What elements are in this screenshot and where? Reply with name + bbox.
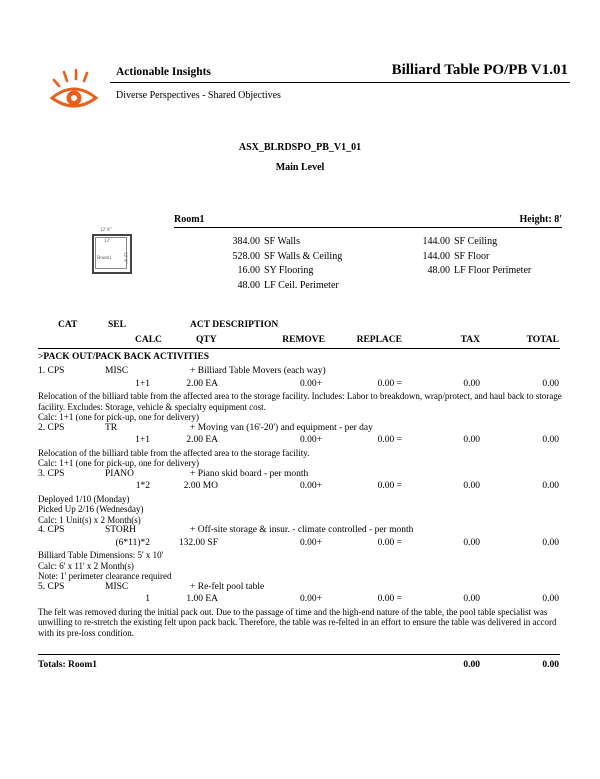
col-calc: CALC xyxy=(135,335,162,345)
sketch-side-dim: 12' 8" xyxy=(122,252,127,264)
item-note: Calc: 1+1 (one for pick-up, one for delivery) xyxy=(38,458,200,468)
item-calc: (6*11)*2 xyxy=(115,537,150,548)
item-note: Picked Up 2/16 (Wednesday) xyxy=(38,504,144,514)
item-total: 0.00 xyxy=(542,537,559,548)
item-total: 0.00 xyxy=(542,594,559,604)
item-description: + Moving van (16'-20') and equipment - per day xyxy=(190,422,373,433)
item-replace: 0.00 = xyxy=(377,435,402,445)
item-note: facility. Excludes: Storage, vehicle & specialty equipment cost. xyxy=(38,401,266,412)
room-name: Room1 xyxy=(174,214,205,225)
item-note: Note: 1' perimeter clearance required xyxy=(38,571,172,581)
totals-tax: 0.00 xyxy=(463,660,480,670)
col-sel: SEL xyxy=(108,320,126,330)
item-total: 0.00 xyxy=(542,481,559,491)
col-qty: QTY xyxy=(196,335,217,345)
item-calc: 1 xyxy=(145,594,150,604)
measure-value: 48.00 xyxy=(237,279,260,291)
item-replace: 0.00 = xyxy=(377,537,402,548)
item-replace: 0.00 = xyxy=(377,594,402,604)
col-tax: TAX xyxy=(460,335,480,345)
measure-value: 384.00 xyxy=(232,236,260,247)
item-replace: 0.00 = xyxy=(377,378,402,389)
estimate-level: Main Level xyxy=(275,162,325,173)
header-rule xyxy=(110,82,570,83)
item-remove: 0.00+ xyxy=(300,537,322,548)
item-calc: 1+1 xyxy=(135,435,150,445)
measure-label: SY Flooring xyxy=(264,265,314,276)
col-cat: CAT xyxy=(58,320,78,330)
room-rule xyxy=(174,227,562,228)
item-note: with its pre-loss condition. xyxy=(38,627,134,638)
totals-rule xyxy=(38,654,560,655)
item-qty: 132.00 SF xyxy=(178,537,218,548)
item-calc: 1+1 xyxy=(135,378,150,389)
eye-logo-icon xyxy=(46,66,102,116)
item-note: Calc: 1+1 (one for pick-up, one for delivery) xyxy=(38,412,200,422)
totals-label: Totals: Room1 xyxy=(38,660,98,670)
item-selector: PIANO xyxy=(105,468,135,479)
item-note: Relocation of the billiard table from the affected area to the storage facility. Includes: Labor to breakdown, wrap/protect, and haul back to storage xyxy=(38,391,562,401)
item-note: Billiard Table Dimensions: 5' x 10' xyxy=(38,550,164,560)
item-tax: 0.00 xyxy=(463,481,480,491)
item-number: 1. CPS xyxy=(38,366,65,376)
document-title: Billiard Table PO/PB V1.01 xyxy=(391,62,568,78)
col-act: ACT DESCRIPTION xyxy=(190,320,279,330)
item-tax: 0.00 xyxy=(463,537,480,548)
item-qty: 2.00 EA xyxy=(186,378,218,389)
measure-value: 48.00 xyxy=(427,265,450,276)
col-total: TOTAL xyxy=(526,335,559,345)
item-number: 5. CPS xyxy=(38,581,65,592)
item-selector: MISC xyxy=(105,581,129,592)
item-remove: 0.00+ xyxy=(300,481,322,491)
item-tax: 0.00 xyxy=(463,435,480,445)
item-total: 0.00 xyxy=(542,435,559,445)
item-selector: STORH xyxy=(105,525,136,535)
item-description: + Piano skid board - per month xyxy=(190,468,309,479)
item-tax: 0.00 xyxy=(463,594,480,604)
sketch-inner-dim: 12' xyxy=(104,239,110,244)
measure-label: SF Ceiling xyxy=(454,236,498,247)
item-note: unwilling to re-stretch the existing felt upon pack back. Therefore, the table was re-felted in an effort to ensure the table was delivered in accord xyxy=(38,617,557,627)
item-tax: 0.00 xyxy=(463,378,480,389)
item-number: 4. CPS xyxy=(38,525,65,535)
item-note: Calc: 1 Unit(s) x 2 Month(s) xyxy=(38,514,141,525)
measure-value: 528.00 xyxy=(232,250,260,262)
company-tagline: Diverse Perspectives - Shared Objectives xyxy=(116,90,281,101)
item-number: 3. CPS xyxy=(38,468,65,479)
item-remove: 0.00+ xyxy=(300,594,322,604)
item-remove: 0.00+ xyxy=(300,378,322,389)
item-qty: 1.00 EA xyxy=(186,594,218,604)
item-description: + Off-site storage & insur. - climate controlled - per month xyxy=(190,525,414,535)
measure-label: LF Ceil. Perimeter xyxy=(264,279,339,291)
item-selector: TR xyxy=(105,422,118,433)
measure-label: LF Floor Perimeter xyxy=(454,265,532,276)
measure-value: 16.00 xyxy=(237,265,260,276)
col-replace: REPLACE xyxy=(356,335,402,345)
measure-label: SF Floor xyxy=(454,250,490,262)
item-note: Deployed 1/10 (Monday) xyxy=(38,493,130,504)
item-total: 0.00 xyxy=(542,378,559,389)
item-description: + Billiard Table Movers (each way) xyxy=(190,366,326,376)
section-title: >PACK OUT/PACK BACK ACTIVITIES xyxy=(38,352,210,362)
item-remove: 0.00+ xyxy=(300,435,322,445)
item-number: 2. CPS xyxy=(38,422,65,433)
totals-total: 0.00 xyxy=(542,660,559,670)
column-header-rule xyxy=(38,348,560,349)
item-selector: MISC xyxy=(105,366,129,376)
col-remove: REMOVE xyxy=(282,335,325,345)
estimate-code: ASX_BLRDSPO_PB_V1_01 xyxy=(238,142,362,153)
item-note: Relocation of the billiard table from the affected area to the storage facility. xyxy=(38,447,310,458)
item-note: The felt was removed during the initial pack out. Due to the passage of time and the high-end nature of the table, the pool table specialist was xyxy=(38,606,548,617)
sketch-top-dim: 12' 8" xyxy=(100,228,112,233)
measure-label: SF Walls & Ceiling xyxy=(264,250,343,262)
item-description: + Re-felt pool table xyxy=(190,581,265,592)
item-note: Calc: 6' x 11' x 2 Month(s) xyxy=(38,560,134,571)
measure-label: SF Walls xyxy=(264,236,300,247)
item-qty: 2.00 MO xyxy=(183,481,218,491)
room-height: Height: 8' xyxy=(519,214,562,225)
item-qty: 2.00 EA xyxy=(186,435,218,445)
item-replace: 0.00 = xyxy=(377,481,402,491)
company-name: Actionable Insights xyxy=(116,66,211,78)
sketch-room-label: Room1 xyxy=(97,256,112,261)
measure-value: 144.00 xyxy=(422,250,450,262)
item-calc: 1*2 xyxy=(135,481,150,491)
measure-value: 144.00 xyxy=(422,236,450,247)
